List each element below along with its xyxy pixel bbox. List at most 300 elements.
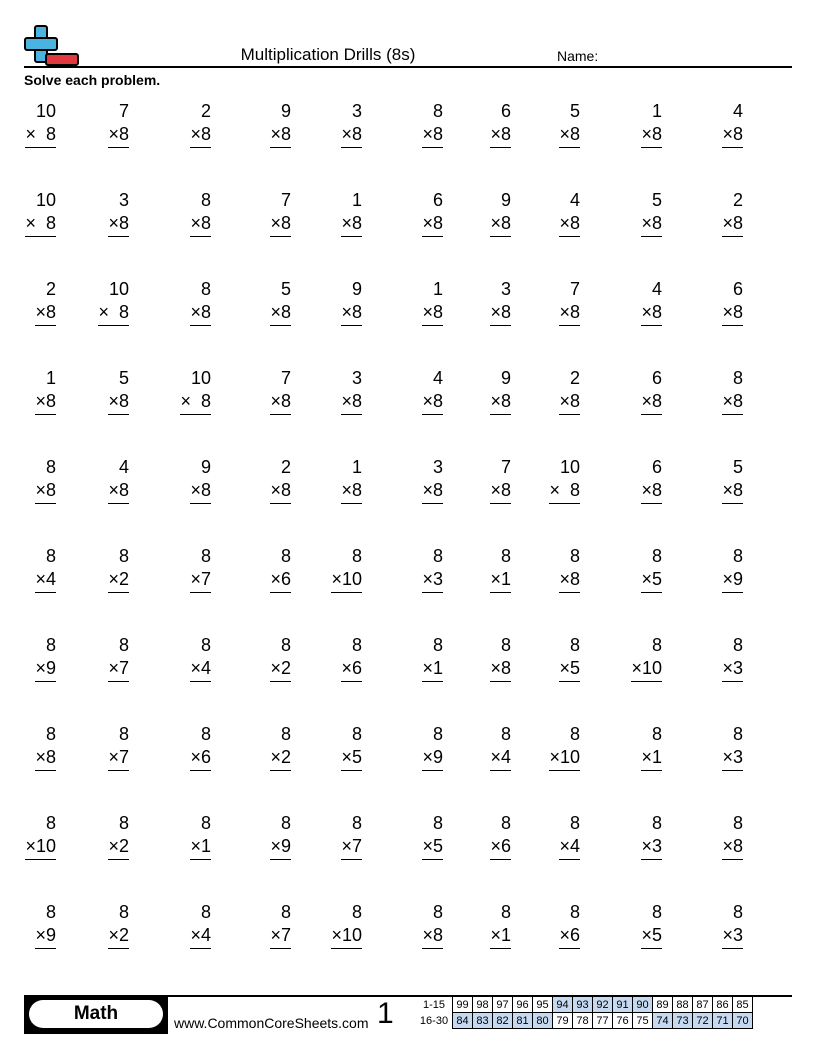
problem-multiplier: ×8 — [641, 390, 662, 415]
problem-top-number: 8 — [500, 635, 511, 655]
score-cell: 94 — [553, 997, 573, 1013]
problem — [341, 723, 362, 771]
problem — [559, 189, 580, 237]
problem-multiplier: × 8 — [98, 301, 129, 326]
problem-top-number: 1 — [351, 190, 362, 210]
problem-top-number: 8 — [45, 813, 56, 833]
problem — [108, 100, 129, 148]
website-link[interactable]: www.CommonCoreSheets.com — [174, 1015, 369, 1031]
problem — [490, 901, 511, 949]
problem-multiplier: ×10 — [549, 746, 580, 771]
problem-top-number: 1 — [45, 368, 56, 388]
problem — [341, 456, 362, 504]
problem — [641, 456, 662, 504]
problem-multiplier: ×1 — [490, 924, 511, 949]
score-cell: 77 — [593, 1013, 613, 1029]
problem-top-number: 8 — [432, 101, 443, 121]
problem — [559, 367, 580, 415]
problem — [190, 278, 211, 326]
problem-multiplier: ×6 — [490, 835, 511, 860]
problem-multiplier: ×8 — [559, 390, 580, 415]
score-cell: 70 — [733, 1013, 753, 1029]
score-cell: 83 — [473, 1013, 493, 1029]
score-cell: 78 — [573, 1013, 593, 1029]
problem — [270, 545, 291, 593]
problem-top-number: 1 — [651, 101, 662, 121]
problem — [35, 278, 56, 326]
problem — [341, 367, 362, 415]
problem-top-number: 9 — [500, 368, 511, 388]
problem — [559, 634, 580, 682]
score-cell: 95 — [533, 997, 553, 1013]
problem-multiplier: ×2 — [108, 568, 129, 593]
problem-top-number: 8 — [45, 635, 56, 655]
problem-top-number: 7 — [118, 101, 129, 121]
problem — [190, 901, 211, 949]
problem — [108, 367, 129, 415]
problem-multiplier: ×8 — [341, 301, 362, 326]
problem — [108, 901, 129, 949]
problem — [341, 278, 362, 326]
problem-multiplier: ×7 — [270, 924, 291, 949]
problem-multiplier: ×3 — [722, 746, 743, 771]
problem — [722, 901, 743, 949]
problem-top-number: 5 — [280, 279, 291, 299]
problem — [25, 100, 56, 148]
problem-multiplier: ×2 — [270, 746, 291, 771]
problem-top-number: 8 — [651, 546, 662, 566]
problem-top-number: 5 — [569, 101, 580, 121]
problem — [108, 634, 129, 682]
problem — [422, 901, 443, 949]
problem-multiplier: ×8 — [35, 301, 56, 326]
problem-multiplier: ×10 — [25, 835, 56, 860]
problem-multiplier: ×8 — [108, 212, 129, 237]
problem-top-number: 4 — [732, 101, 743, 121]
problem-top-number: 8 — [432, 902, 443, 922]
problem — [35, 367, 56, 415]
problem — [422, 723, 443, 771]
problem — [108, 456, 129, 504]
problem-top-number: 8 — [45, 902, 56, 922]
problem — [641, 278, 662, 326]
problem — [422, 278, 443, 326]
problem-multiplier: ×8 — [270, 479, 291, 504]
problem — [422, 812, 443, 860]
score-cell: 99 — [453, 997, 473, 1013]
problem — [490, 723, 511, 771]
problem-multiplier: × 8 — [25, 212, 56, 237]
score-row — [416, 997, 753, 1013]
problem-multiplier: ×8 — [108, 390, 129, 415]
problem-top-number: 8 — [500, 724, 511, 744]
problem-top-number: 8 — [45, 724, 56, 744]
problem — [722, 189, 743, 237]
problem-top-number: 7 — [569, 279, 580, 299]
problem — [641, 189, 662, 237]
problem-top-number: 8 — [200, 279, 211, 299]
problem-multiplier: ×8 — [722, 390, 743, 415]
problem — [422, 100, 443, 148]
problem — [341, 634, 362, 682]
problem — [190, 545, 211, 593]
score-cell: 90 — [633, 997, 653, 1013]
problem-multiplier: ×8 — [422, 924, 443, 949]
problem — [190, 812, 211, 860]
problem — [190, 456, 211, 504]
problem-multiplier: ×3 — [722, 657, 743, 682]
problem-top-number: 5 — [651, 190, 662, 210]
problem-top-number: 8 — [45, 457, 56, 477]
problem-multiplier: ×8 — [722, 123, 743, 148]
problem-multiplier: ×6 — [270, 568, 291, 593]
problem-top-number: 8 — [500, 813, 511, 833]
problem — [722, 100, 743, 148]
problem — [490, 456, 511, 504]
problem — [641, 812, 662, 860]
score-cell: 89 — [653, 997, 673, 1013]
problem-top-number: 2 — [569, 368, 580, 388]
problem-top-number: 3 — [351, 101, 362, 121]
problem-multiplier: ×5 — [559, 657, 580, 682]
score-table — [416, 996, 753, 1029]
problem-top-number: 4 — [432, 368, 443, 388]
problem-top-number: 8 — [280, 724, 291, 744]
score-cell: 87 — [693, 997, 713, 1013]
problem-multiplier: ×1 — [190, 835, 211, 860]
problem-multiplier: ×8 — [190, 479, 211, 504]
problem — [641, 723, 662, 771]
problem — [549, 723, 580, 771]
problem-multiplier: ×8 — [35, 479, 56, 504]
problem-multiplier: ×8 — [270, 212, 291, 237]
problem — [190, 723, 211, 771]
problem-top-number: 10 — [559, 457, 580, 477]
problem — [180, 367, 211, 415]
problem-multiplier: ×4 — [490, 746, 511, 771]
problem-top-number: 10 — [35, 101, 56, 121]
problem-multiplier: ×8 — [341, 390, 362, 415]
problem — [559, 901, 580, 949]
problem-top-number: 8 — [200, 902, 211, 922]
score-cell: 73 — [673, 1013, 693, 1029]
problem-top-number: 6 — [732, 279, 743, 299]
problem-top-number: 8 — [651, 724, 662, 744]
problem — [559, 278, 580, 326]
problem-top-number: 8 — [569, 635, 580, 655]
problem-top-number: 6 — [651, 457, 662, 477]
problem-top-number: 5 — [118, 368, 129, 388]
problem — [270, 634, 291, 682]
problem-multiplier: ×9 — [35, 657, 56, 682]
problem-multiplier: ×8 — [422, 123, 443, 148]
problem-top-number: 8 — [351, 724, 362, 744]
problem-multiplier: ×8 — [190, 301, 211, 326]
problem-top-number: 7 — [280, 190, 291, 210]
problem-multiplier: ×8 — [270, 123, 291, 148]
problem-multiplier: ×8 — [341, 479, 362, 504]
problem — [722, 545, 743, 593]
problem — [559, 812, 580, 860]
problem-top-number: 10 — [108, 279, 129, 299]
problem — [190, 634, 211, 682]
problem-top-number: 8 — [351, 902, 362, 922]
problem-top-number: 8 — [200, 635, 211, 655]
score-cell: 98 — [473, 997, 493, 1013]
problem-multiplier: × 8 — [549, 479, 580, 504]
problem — [270, 812, 291, 860]
problem-multiplier: ×8 — [641, 301, 662, 326]
problem-top-number: 8 — [432, 813, 443, 833]
problem — [25, 189, 56, 237]
problem — [641, 545, 662, 593]
problem-top-number: 8 — [118, 724, 129, 744]
problem-multiplier: ×8 — [490, 301, 511, 326]
problem — [341, 100, 362, 148]
problem-multiplier: ×2 — [108, 924, 129, 949]
problem — [559, 545, 580, 593]
problem-multiplier: × 8 — [180, 390, 211, 415]
problem-multiplier: ×9 — [35, 924, 56, 949]
score-cell: 74 — [653, 1013, 673, 1029]
problem-multiplier: ×8 — [559, 212, 580, 237]
score-cell: 86 — [713, 997, 733, 1013]
problem — [35, 901, 56, 949]
problem-top-number: 8 — [45, 546, 56, 566]
score-cell: 72 — [693, 1013, 713, 1029]
problem — [422, 634, 443, 682]
problem — [490, 634, 511, 682]
problem — [641, 367, 662, 415]
problem — [722, 812, 743, 860]
problem — [190, 100, 211, 148]
problem-multiplier: ×4 — [190, 924, 211, 949]
score-cell: 75 — [633, 1013, 653, 1029]
problem-top-number: 8 — [569, 902, 580, 922]
problem — [98, 278, 129, 326]
problem — [631, 634, 662, 682]
problem-multiplier: ×10 — [331, 568, 362, 593]
problem-multiplier: ×8 — [422, 479, 443, 504]
page-number: 1 — [377, 997, 394, 1030]
problem-top-number: 8 — [732, 902, 743, 922]
problem-top-number: 9 — [351, 279, 362, 299]
problem-multiplier: ×8 — [422, 390, 443, 415]
instructions: Solve each problem. — [24, 72, 161, 88]
problem — [270, 723, 291, 771]
problem-multiplier: ×8 — [490, 479, 511, 504]
problem-top-number: 8 — [651, 902, 662, 922]
problem-multiplier: ×5 — [641, 924, 662, 949]
problem-multiplier: ×8 — [190, 212, 211, 237]
problem-multiplier: ×8 — [641, 123, 662, 148]
problem-multiplier: ×8 — [341, 123, 362, 148]
problem-top-number: 9 — [500, 190, 511, 210]
problem-top-number: 6 — [651, 368, 662, 388]
problem-top-number: 8 — [118, 902, 129, 922]
score-cell: 80 — [533, 1013, 553, 1029]
problem-multiplier: ×4 — [35, 568, 56, 593]
problem-top-number: 8 — [280, 902, 291, 922]
problem-multiplier: ×8 — [559, 301, 580, 326]
page-title: Multiplication Drills (8s) — [240, 45, 416, 64]
problem — [341, 189, 362, 237]
problem-top-number: 4 — [569, 190, 580, 210]
problem — [108, 189, 129, 237]
problem-top-number: 8 — [732, 546, 743, 566]
score-cell: 91 — [613, 997, 633, 1013]
problem-multiplier: ×8 — [341, 212, 362, 237]
problem-top-number: 8 — [118, 813, 129, 833]
problem — [722, 367, 743, 415]
problem-multiplier: ×3 — [422, 568, 443, 593]
problem-top-number: 9 — [200, 457, 211, 477]
problem-multiplier: ×7 — [341, 835, 362, 860]
problem-multiplier: ×10 — [631, 657, 662, 682]
problem-multiplier: × 8 — [25, 123, 56, 148]
problem-multiplier: ×5 — [341, 746, 362, 771]
problem-multiplier: ×6 — [559, 924, 580, 949]
problem — [35, 634, 56, 682]
problem-multiplier: ×8 — [108, 479, 129, 504]
problem-multiplier: ×9 — [422, 746, 443, 771]
problem-top-number: 10 — [190, 368, 211, 388]
problem — [35, 545, 56, 593]
problem-multiplier: ×1 — [641, 746, 662, 771]
problem-multiplier: ×8 — [422, 212, 443, 237]
problem-top-number: 8 — [651, 635, 662, 655]
problem — [422, 545, 443, 593]
problem-top-number: 5 — [732, 457, 743, 477]
problem-top-number: 8 — [500, 902, 511, 922]
problem-multiplier: ×10 — [331, 924, 362, 949]
problem-multiplier: ×8 — [490, 390, 511, 415]
problem — [490, 189, 511, 237]
problem-multiplier: ×3 — [641, 835, 662, 860]
problem — [270, 100, 291, 148]
problem — [341, 812, 362, 860]
problem-multiplier: ×9 — [270, 835, 291, 860]
problem-multiplier: ×7 — [108, 657, 129, 682]
name-label: Name: — [557, 48, 599, 64]
score-cell: 93 — [573, 997, 593, 1013]
problem-top-number: 8 — [432, 546, 443, 566]
problem-multiplier: ×8 — [270, 301, 291, 326]
problem-top-number: 8 — [569, 813, 580, 833]
problem — [641, 100, 662, 148]
problem — [722, 634, 743, 682]
problem-multiplier: ×8 — [722, 212, 743, 237]
problem-top-number: 8 — [432, 724, 443, 744]
problem-multiplier: ×8 — [190, 123, 211, 148]
problem-top-number: 8 — [118, 635, 129, 655]
problem-multiplier: ×8 — [559, 123, 580, 148]
problem-top-number: 8 — [280, 635, 291, 655]
problem-multiplier: ×8 — [641, 212, 662, 237]
score-cell: 71 — [713, 1013, 733, 1029]
problem-multiplier: ×2 — [270, 657, 291, 682]
problem-top-number: 8 — [200, 724, 211, 744]
problem-multiplier: ×8 — [35, 390, 56, 415]
problem — [270, 456, 291, 504]
score-cell: 92 — [593, 997, 613, 1013]
problem-top-number: 4 — [118, 457, 129, 477]
problem-top-number: 8 — [280, 813, 291, 833]
problem-top-number: 3 — [351, 368, 362, 388]
problem-multiplier: ×1 — [490, 568, 511, 593]
score-row — [416, 1013, 753, 1029]
problem — [108, 723, 129, 771]
problem — [331, 545, 362, 593]
problem-multiplier: ×8 — [559, 568, 580, 593]
problem-multiplier: ×5 — [641, 568, 662, 593]
problem — [490, 367, 511, 415]
score-cell: 96 — [513, 997, 533, 1013]
problem-multiplier: ×5 — [422, 835, 443, 860]
problem — [422, 367, 443, 415]
problem — [270, 367, 291, 415]
problem-multiplier: ×8 — [490, 212, 511, 237]
problem — [422, 456, 443, 504]
problem-top-number: 8 — [351, 635, 362, 655]
problem-multiplier: ×8 — [270, 390, 291, 415]
problem-top-number: 6 — [500, 101, 511, 121]
problem-top-number: 8 — [732, 368, 743, 388]
problem-top-number: 3 — [432, 457, 443, 477]
problem-multiplier: ×6 — [341, 657, 362, 682]
problem-top-number: 8 — [569, 546, 580, 566]
problem — [641, 901, 662, 949]
problem — [422, 189, 443, 237]
problem-top-number: 8 — [500, 546, 511, 566]
problem — [35, 456, 56, 504]
problem-top-number: 2 — [732, 190, 743, 210]
problem-top-number: 8 — [651, 813, 662, 833]
problem-multiplier: ×4 — [559, 835, 580, 860]
problem — [25, 812, 56, 860]
problem-multiplier: ×2 — [108, 835, 129, 860]
problem-multiplier: ×7 — [108, 746, 129, 771]
problem-multiplier: ×8 — [35, 746, 56, 771]
problem-top-number: 8 — [351, 813, 362, 833]
problem — [270, 189, 291, 237]
problem-top-number: 8 — [200, 546, 211, 566]
problem — [331, 901, 362, 949]
problem-top-number: 8 — [200, 813, 211, 833]
problem — [35, 723, 56, 771]
problem — [490, 100, 511, 148]
problem-top-number: 8 — [432, 635, 443, 655]
problem-multiplier: ×8 — [722, 835, 743, 860]
problem-multiplier: ×3 — [722, 924, 743, 949]
problem-top-number: 8 — [280, 546, 291, 566]
score-cell: 79 — [553, 1013, 573, 1029]
score-row-label: 1-15 — [422, 998, 446, 1011]
problem — [559, 100, 580, 148]
score-cell: 88 — [673, 997, 693, 1013]
problem — [490, 278, 511, 326]
problem-multiplier: ×8 — [641, 479, 662, 504]
problem — [190, 189, 211, 237]
problem-top-number: 3 — [118, 190, 129, 210]
problem — [722, 278, 743, 326]
problem-multiplier: ×4 — [190, 657, 211, 682]
problem-top-number: 8 — [118, 546, 129, 566]
problem-top-number: 10 — [35, 190, 56, 210]
score-cell: 85 — [733, 997, 753, 1013]
problem-top-number: 4 — [651, 279, 662, 299]
problem-top-number: 8 — [732, 724, 743, 744]
